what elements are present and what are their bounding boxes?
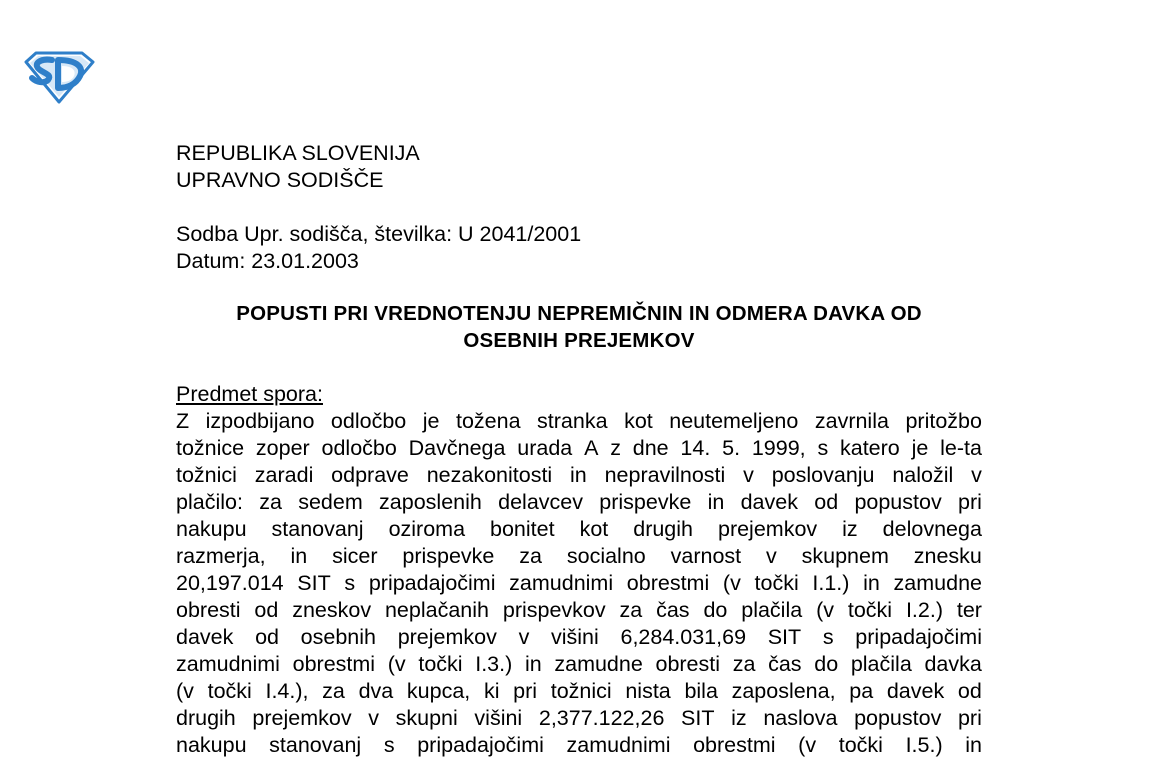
body-line-words: nakupu stanovanj oziroma bonitet kot drugih prejemkov iz delovnega: [176, 517, 982, 541]
body-line: [176, 678, 982, 705]
body-line-words: 20,197.014 SIT s pripadajočimi zamudnimi obrestmi (v točki I.1.) in zamudne: [176, 571, 982, 595]
body-line-words: tožnice zoper odločbo Davčnega urada A z dne 14. 5. 1999, s katero je le-ta: [176, 436, 982, 460]
body-line: [176, 462, 982, 489]
body-line: [176, 408, 982, 435]
body-line-words: plačilo: za sedem zaposlenih delavcev prispevke in davek od popustov pri: [176, 490, 982, 514]
court-name: UPRAVNO SODIŠČE: [176, 168, 384, 192]
header-block: [176, 140, 982, 275]
body-line: [176, 516, 982, 543]
title-line-2: OSEBNIH PREJEMKOV: [463, 329, 695, 352]
body-line: [176, 705, 982, 732]
body-line-words: razmerja, in sicer prispevke za socialno varnost v skupnem znesku: [176, 544, 982, 568]
case-number: Sodba Upr. sodišča, številka: U 2041/2001: [176, 222, 582, 246]
body-line: [176, 624, 982, 651]
body-line-words: Z izpodbijano odločbo je tožena stranka kot neutemeljeno zavrnila pritožbo: [176, 409, 982, 433]
body-line: [176, 651, 982, 678]
body-line-words: tožnici zaradi odprave nezakonitosti in nepravilnosti v poslovanju naložil v: [176, 463, 982, 487]
body-line: [176, 570, 982, 597]
subject-heading: Predmet spora:: [176, 382, 323, 406]
shield-logo-icon: [22, 48, 96, 104]
title-line-1: POPUSTI PRI VREDNOTENJU NEPREMIČNIN IN ODMERA DAVKA OD: [236, 302, 922, 325]
body-line: [176, 543, 982, 570]
subject-body: [176, 408, 982, 759]
document-title: [176, 300, 982, 354]
body-line: [176, 732, 982, 759]
body-line: [176, 489, 982, 516]
court-country: REPUBLIKA SLOVENIJA: [176, 141, 420, 165]
body-line-words: davek od osebnih prejemkov v višini 6,284.031,69 SIT s pripadajočimi: [176, 625, 982, 649]
case-date: Datum: 23.01.2003: [176, 249, 359, 273]
body-line: [176, 435, 982, 462]
body-line-words: nakupu stanovanj s pripadajočimi zamudnimi obrestmi (v točki I.5.) in: [176, 733, 982, 757]
body-line-words: zamudnimi obrestmi (v točki I.3.) in zamudne obresti za čas do plačila davka: [176, 652, 982, 676]
body-line-words: obresti od zneskov neplačanih prispevkov za čas do plačila (v točki I.2.) ter: [176, 598, 982, 622]
body-line: [176, 597, 982, 624]
body-line-words: (v točki I.4.), za dva kupca, ki pri tožnici nista bila zaposlena, pa davek od: [176, 679, 982, 703]
body-line-words: drugih prejemkov v skupni višini 2,377.122,26 SIT iz naslova popustov pri: [176, 706, 982, 730]
